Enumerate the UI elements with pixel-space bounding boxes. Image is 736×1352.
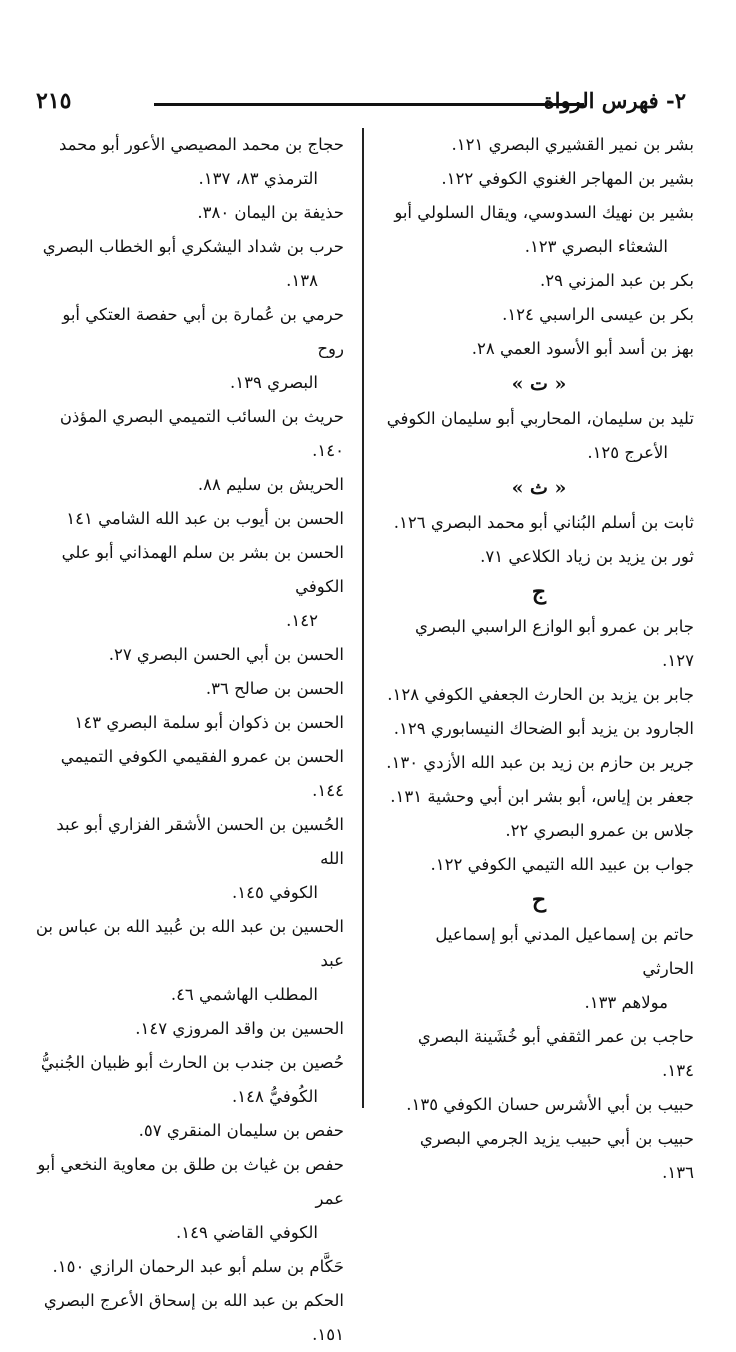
right-column <box>384 128 694 1190</box>
narrator-entry <box>384 264 694 298</box>
entry-line: الحسين بن واقد المروزي ١٤٧. <box>135 1019 344 1038</box>
narrator-entry <box>34 1250 344 1284</box>
entry-line: الحسن بن أبي الحسن البصري ٢٧. <box>108 645 344 664</box>
entry-line: حريث بن السائب التميمي البصري المؤذن ١٤٠. <box>59 407 344 460</box>
entry-line: الحسن بن عمرو الفقيمي الكوفي التميمي ١٤٤. <box>60 747 344 800</box>
narrator-entry <box>34 1012 344 1046</box>
narrator-entry <box>34 230 344 298</box>
entry-line: حفص بن غياث بن طلق بن معاوية النخعي أبو عمر <box>37 1155 344 1208</box>
narrator-entry <box>384 332 694 366</box>
entry-continuation: الكوفي ١٤٥. <box>232 883 318 902</box>
entry-line: جرير بن حازم بن زيد بن عبد الله الأزدي ١٣٠. <box>386 753 694 772</box>
entry-line: الحسن بن ذكوان أبو سلمة البصري ١٤٣ <box>74 713 344 732</box>
narrator-entry <box>34 672 344 706</box>
entry-line: الحكم بن عبد الله بن إسحاق الأعرج البصري ١٥١. <box>43 1291 344 1344</box>
narrator-entry <box>384 196 694 264</box>
narrator-entry <box>34 808 344 910</box>
entry-continuation: الكُوفيُّ ١٤٨. <box>232 1087 318 1106</box>
entry-line: حرمي بن عُمارة بن أبي حفصة العتكي أبو روح <box>62 305 344 358</box>
narrator-entry <box>34 1284 344 1352</box>
narrator-entry <box>34 298 344 400</box>
entry-line: بهز بن أسد أبو الأسود العمي ٢٨. <box>471 339 694 358</box>
entry-line: بكر بن عبد المزني ٢٩. <box>539 271 694 290</box>
narrator-entry <box>34 1148 344 1250</box>
letter-heading: ح <box>531 887 547 913</box>
entry-line: حُصين بن جندب بن الحارث أبو ظبيان الجُنبيُّ <box>40 1053 344 1072</box>
entry-continuation: المطلب الهاشمي ٤٦. <box>170 985 318 1004</box>
narrator-entry <box>384 506 694 540</box>
entry-line: بشر بن نمير القشيري البصري ١٢١. <box>451 135 694 154</box>
entry-line: جعفر بن إياس، أبو بشر ابن أبي وحشية ١٣١. <box>390 787 694 806</box>
entry-line: الجارود بن يزيد أبو الضحاك النيسابوري ١٢٩. <box>393 719 694 738</box>
entry-line: الحسين بن عبد الله بن عُبيد الله بن عباس بن عبد <box>35 917 344 970</box>
narrator-entry <box>34 536 344 638</box>
narrator-entry <box>384 848 694 882</box>
narrator-entry <box>384 712 694 746</box>
entry-line: حاجب بن عمر الثقفي أبو خُشَينة البصري ١٣٤. <box>417 1027 694 1080</box>
entry-line: الحسن بن صالح ٣٦. <box>205 679 344 698</box>
entry-line: حَكَّام بن سلم أبو عبد الرحمان الرازي ١٥٠. <box>52 1257 344 1276</box>
narrator-entry <box>384 402 694 470</box>
entry-line: الحسن بن بشر بن سلم الهمذاني أبو علي الكوفي <box>61 543 344 596</box>
narrator-entry <box>384 918 694 1020</box>
narrator-entry <box>384 540 694 574</box>
entry-line: جلاس بن عمرو البصري ٢٢. <box>505 821 694 840</box>
narrator-entry <box>34 468 344 502</box>
narrator-entry <box>384 298 694 332</box>
narrator-entry <box>384 128 694 162</box>
entry-line: بشير بن نهيك السدوسي، ويقال السلولي أبو <box>394 203 694 222</box>
narrator-entry <box>34 706 344 740</box>
narrator-entry <box>34 1114 344 1148</box>
entry-line: الحريش بن سليم ٨٨. <box>197 475 344 494</box>
entry-continuation: الشعثاء البصري ١٢٣. <box>524 237 668 256</box>
entry-line: حجاج بن محمد المصيصي الأعور أبو محمد <box>58 135 344 154</box>
narrator-entry <box>34 638 344 672</box>
narrator-entry <box>34 740 344 808</box>
letter-heading: ج <box>531 579 547 605</box>
entry-line: بكر بن عيسى الراسبي ١٢٤. <box>502 305 694 324</box>
narrator-entry <box>384 678 694 712</box>
narrator-entry <box>34 196 344 230</box>
entry-line: جابر بن عمرو أبو الوازع الراسبي البصري ١٢٧. <box>414 617 694 670</box>
entry-line: ثور بن يزيد بن زياد الكلاعي ٧١. <box>480 547 694 566</box>
entry-line: حبيب بن أبي حبيب يزيد الجرمي البصري ١٣٦. <box>419 1129 694 1182</box>
page-header <box>36 88 686 120</box>
header-rule <box>154 103 584 106</box>
narrator-entry <box>34 910 344 1012</box>
entry-line: الحسن بن أيوب بن عبد الله الشامي ١٤١ <box>66 509 344 528</box>
narrator-entry <box>384 780 694 814</box>
narrator-entry <box>384 1020 694 1088</box>
entry-line: الحُسين بن الحسن الأشقر الفزاري أبو عبد الله <box>56 815 344 868</box>
entry-line: حفص بن سليمان المنقري ٥٧. <box>138 1121 344 1140</box>
entry-continuation: البصري ١٣٩. <box>229 373 318 392</box>
narrator-entry <box>34 502 344 536</box>
entry-continuation: مولاهم ١٣٣. <box>584 993 668 1012</box>
entry-continuation: الأعرج ١٢٥. <box>587 443 668 462</box>
page-number: ٢١٥ <box>36 88 72 114</box>
entry-line: ثابت بن أسلم البُناني أبو محمد البصري ١٢٦. <box>393 513 694 532</box>
entry-line: جواب بن عبيد الله التيمي الكوفي ١٢٢. <box>430 855 694 874</box>
entry-line: حبيب بن أبي الأشرس حسان الكوفي ١٣٥. <box>406 1095 694 1114</box>
entry-continuation: الكوفي القاضي ١٤٩. <box>176 1223 318 1242</box>
entry-continuation: ١٤٢. <box>286 611 318 630</box>
narrator-entry <box>34 400 344 468</box>
entry-line: حاتم بن إسماعيل المدني أبو إسماعيل الحارثي <box>435 925 694 978</box>
entry-line: تليد بن سليمان، المحاربي أبو سليمان الكوفي <box>386 409 694 428</box>
column-divider <box>362 128 364 1108</box>
entry-continuation: الترمذي ٨٣، ١٣٧. <box>198 169 318 188</box>
narrator-entry <box>384 162 694 196</box>
section-title: ٢- فهرس الرواة <box>543 88 686 113</box>
letter-heading: « ت » <box>511 373 567 395</box>
narrator-entry <box>384 746 694 780</box>
narrator-entry <box>384 814 694 848</box>
narrator-entry <box>384 1122 694 1190</box>
narrator-entry <box>384 610 694 678</box>
entry-line: حرب بن شداد اليشكري أبو الخطاب البصري <box>42 237 344 256</box>
narrator-entry <box>34 1046 344 1114</box>
narrator-entry <box>34 128 344 196</box>
letter-heading: « ث » <box>511 477 567 499</box>
entry-line: حذيفة بن اليمان ٣٨٠. <box>197 203 344 222</box>
entry-continuation: ١٣٨. <box>286 271 318 290</box>
left-column <box>34 128 344 1352</box>
entry-line: جابر بن يزيد بن الحارث الجعفي الكوفي ١٢٨. <box>387 685 694 704</box>
narrator-entry <box>384 1088 694 1122</box>
entry-line: بشير بن المهاجر الغنوي الكوفي ١٢٢. <box>441 169 694 188</box>
